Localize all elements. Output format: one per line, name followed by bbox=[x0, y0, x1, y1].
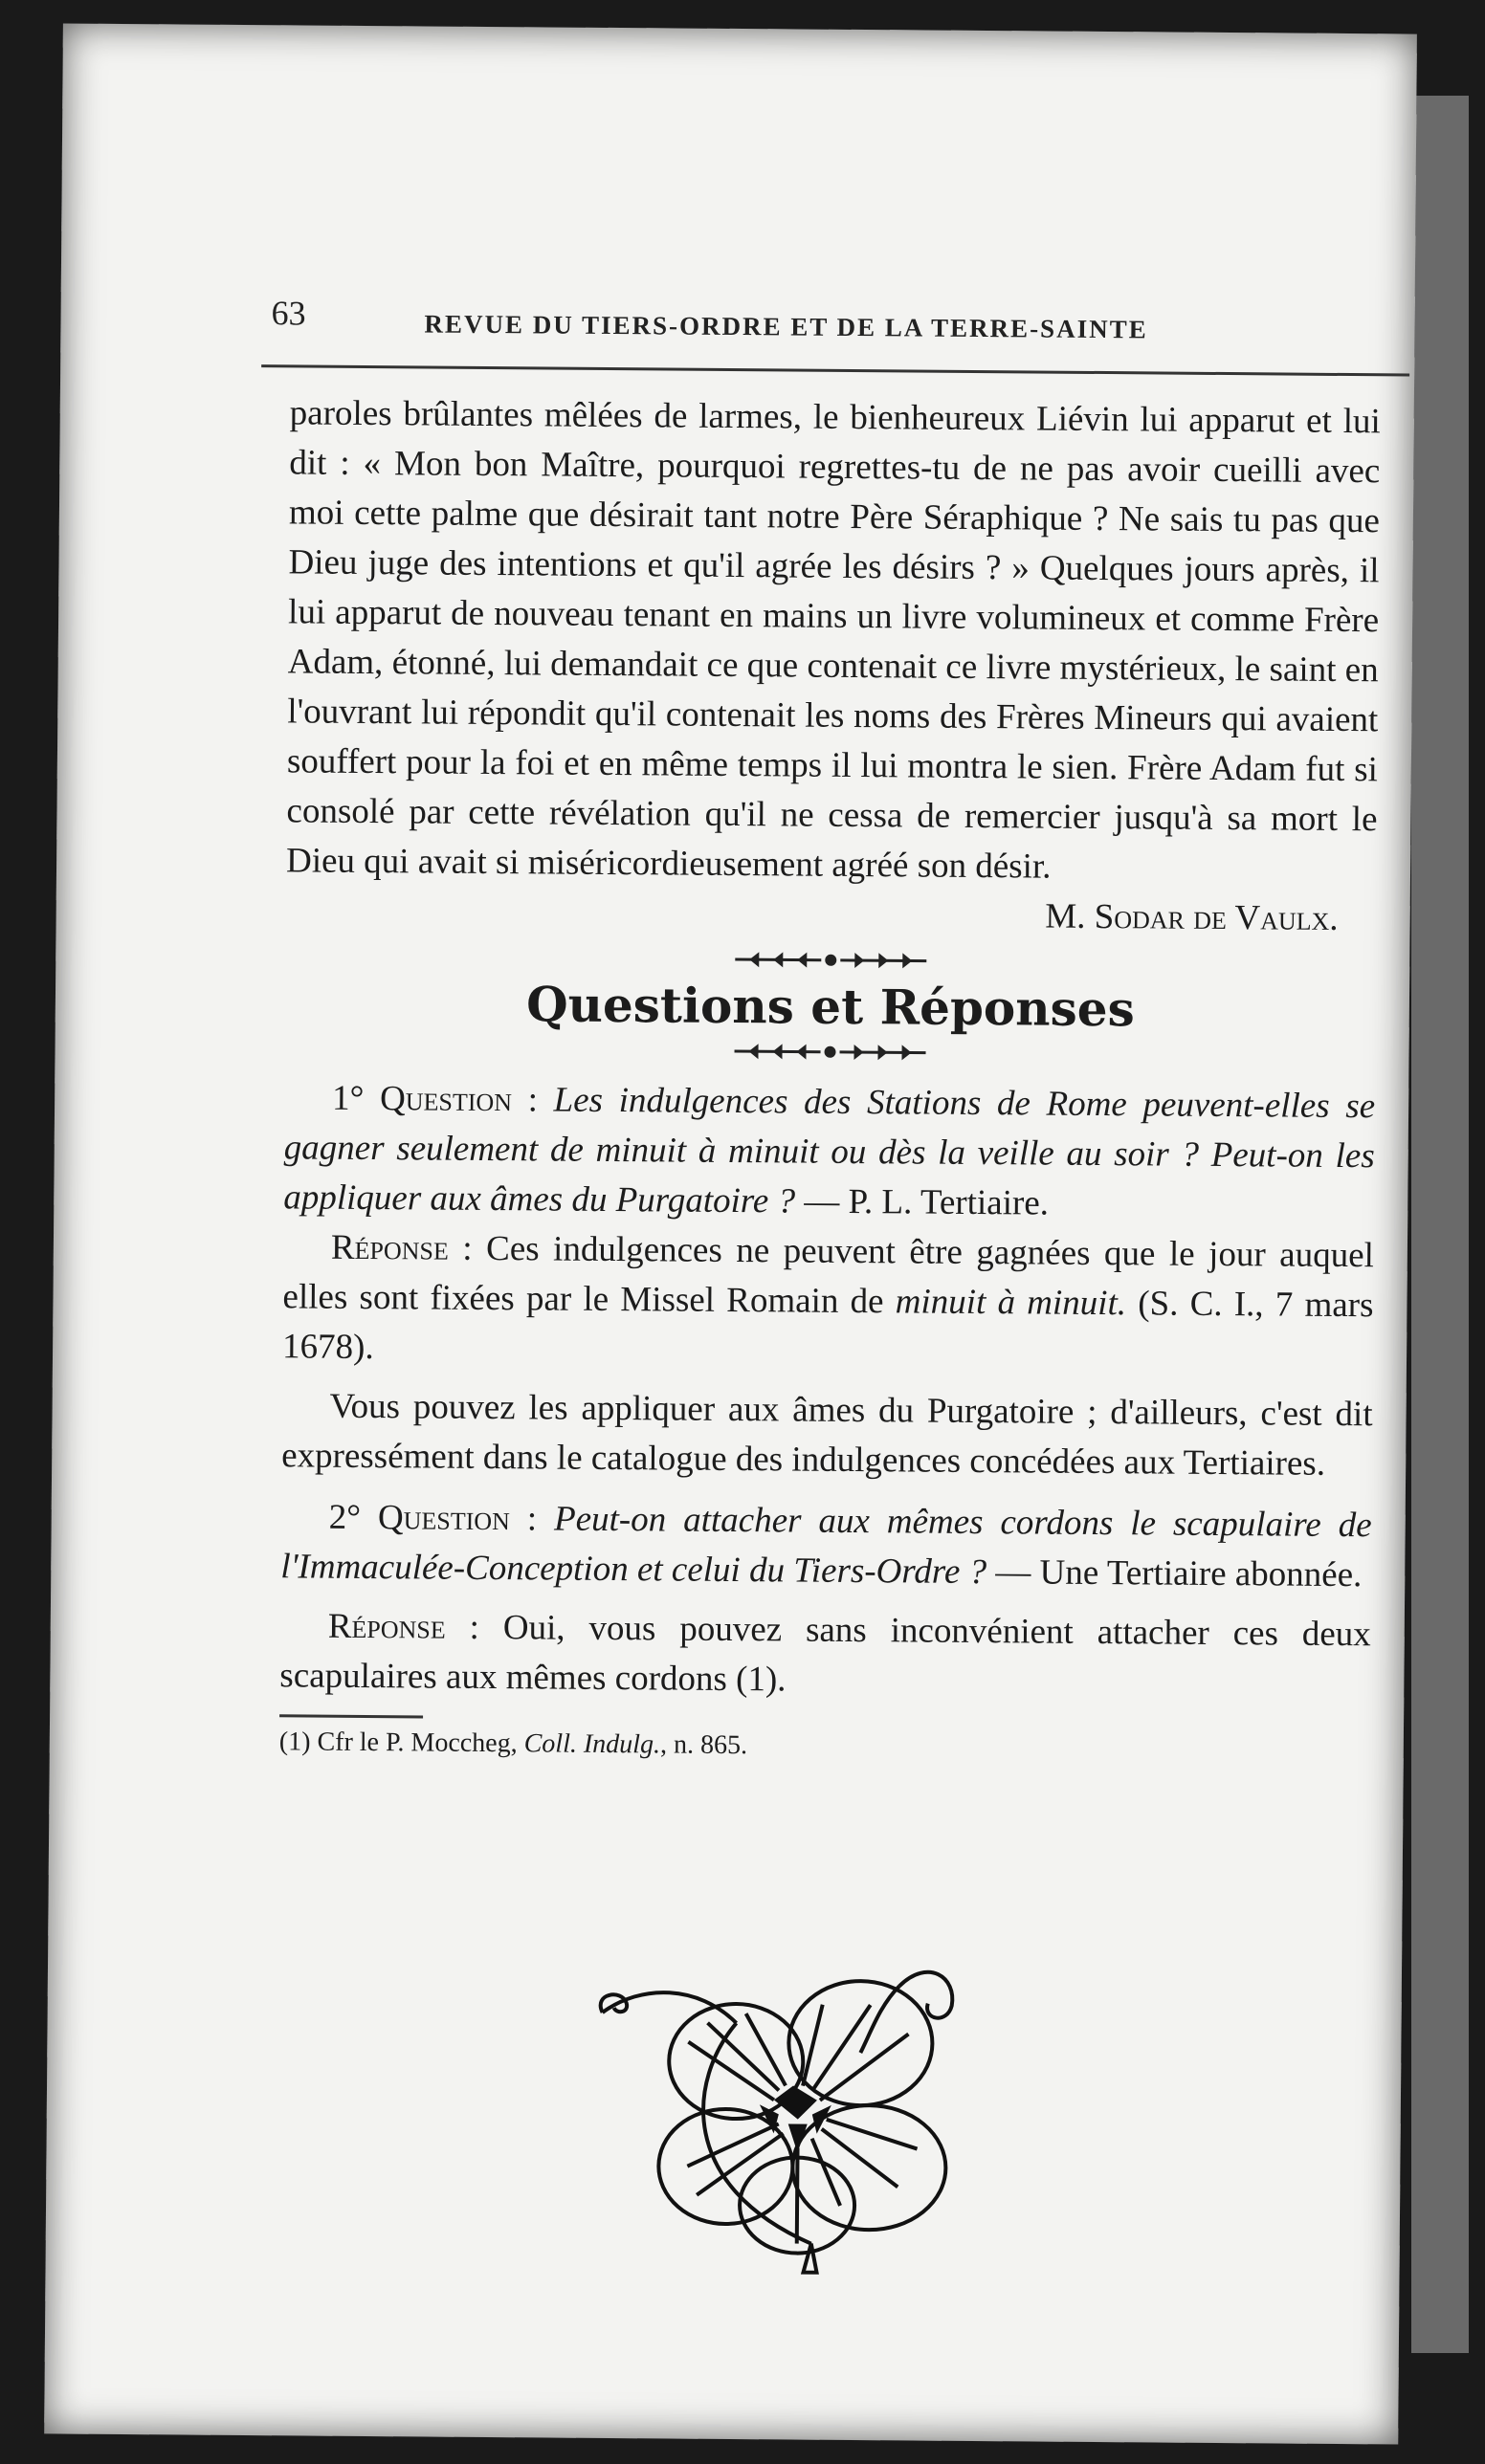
question-1-text: Les indulgences des Stations de Rome peuvent-elles se gagner seulement de minuit à minuit ou dès la veille au soir ? Peut-on les appliquer aux âmes du Purgatoire ? bbox=[283, 1080, 1376, 1221]
question-2-text: Peut-on attacher aux mêmes cordons le scapulaire de l'Immaculée-Conception et celui du Tiers-Ordre ? bbox=[280, 1499, 1372, 1593]
author-signature: M. Sodar de Vaulx. bbox=[1045, 896, 1339, 938]
question-1-label: 1° Question : bbox=[331, 1078, 539, 1120]
answer-1-citation: (S. C. I., 7 mars 1678). bbox=[281, 1284, 1374, 1368]
answer-2-text: Oui, vous pouvez sans inconvénient attacher ces deux scapulaires aux mêmes cordons (1). bbox=[279, 1607, 1371, 1700]
footnote-number: , n. 865. bbox=[659, 1729, 748, 1761]
answer-2 bbox=[279, 1601, 1371, 1709]
ornament-divider-top bbox=[730, 945, 931, 976]
paragraph: paroles brûlantes mêlées de larmes, le bienheureux Liévin lui apparut et lui dit : « Mon bon Maître, pourquoi regrettes-tu de ne pas avoir cueilli avec moi cette palme que désirait tant notre Père Séraphique ? Ne sais tu pas que Dieu juge des intentions et qu'il agrée les désirs ? » Quelques jours après, il lui apparut de nouveau tenant en mains un livre volumineux et comme Frère Adam, étonné, lui demandait ce que contenait ce livre mystérieux, le saint en l'ouvrant lui répondit qu'il contenait les noms des Frères Mineurs qui avaient souffert pour la foi et en même temps il lui montra le sien. Frère Adam fut si consolé par cette révélation qu'il ne cessa de remercier jusqu'à sa mort le Dieu qui avait si miséricordieusement agréé son désir. bbox=[285, 393, 1381, 887]
header-rule bbox=[261, 364, 1409, 376]
page-number: 63 bbox=[271, 294, 306, 333]
section-title: Questions et Réponses bbox=[525, 976, 1135, 1038]
footnote bbox=[279, 1723, 1370, 1770]
question-2-label: 2° Question : bbox=[328, 1497, 538, 1539]
question-2 bbox=[280, 1492, 1372, 1600]
ornament-divider-bottom bbox=[729, 1037, 930, 1067]
book-edge bbox=[1411, 96, 1469, 2353]
answer-2-label: Réponse : bbox=[327, 1606, 480, 1647]
answer-1-label: Réponse : bbox=[330, 1227, 473, 1268]
question-1-signature: — P. L. Tertiaire. bbox=[794, 1181, 1050, 1223]
page-header bbox=[271, 293, 1390, 359]
footnote-source: Coll. Indulg. bbox=[523, 1728, 661, 1760]
footnote-rule bbox=[279, 1714, 423, 1718]
question-1 bbox=[283, 1073, 1375, 1231]
book-page bbox=[44, 23, 1417, 2444]
answer-1-text: Ces indulgences ne peuvent être gagnées que le jour auquel elles sont fixées par le Missel Romain de bbox=[282, 1228, 1375, 1322]
page-text bbox=[279, 388, 1381, 1770]
answer-1 bbox=[282, 1222, 1374, 1380]
footnote-text: (1) Cfr le P. Moccheg, bbox=[278, 1727, 524, 1759]
question-2-signature: — Une Tertiaire abonnée. bbox=[986, 1552, 1363, 1595]
answer-1-paragraph-2: Vous pouvez les appliquer aux âmes du Purgatoire ; d'ailleurs, c'est dit expressément dans le catalogue des indulgences concédées aux Tertiaires. bbox=[281, 1386, 1373, 1484]
answer-1-emphasis: minuit à minuit. bbox=[895, 1282, 1127, 1324]
running-head: REVUE DU TIERS-ORDRE ET DE LA TERRE-SAINTE bbox=[424, 309, 1148, 344]
pansy-flower-illustration bbox=[581, 1898, 1005, 2283]
